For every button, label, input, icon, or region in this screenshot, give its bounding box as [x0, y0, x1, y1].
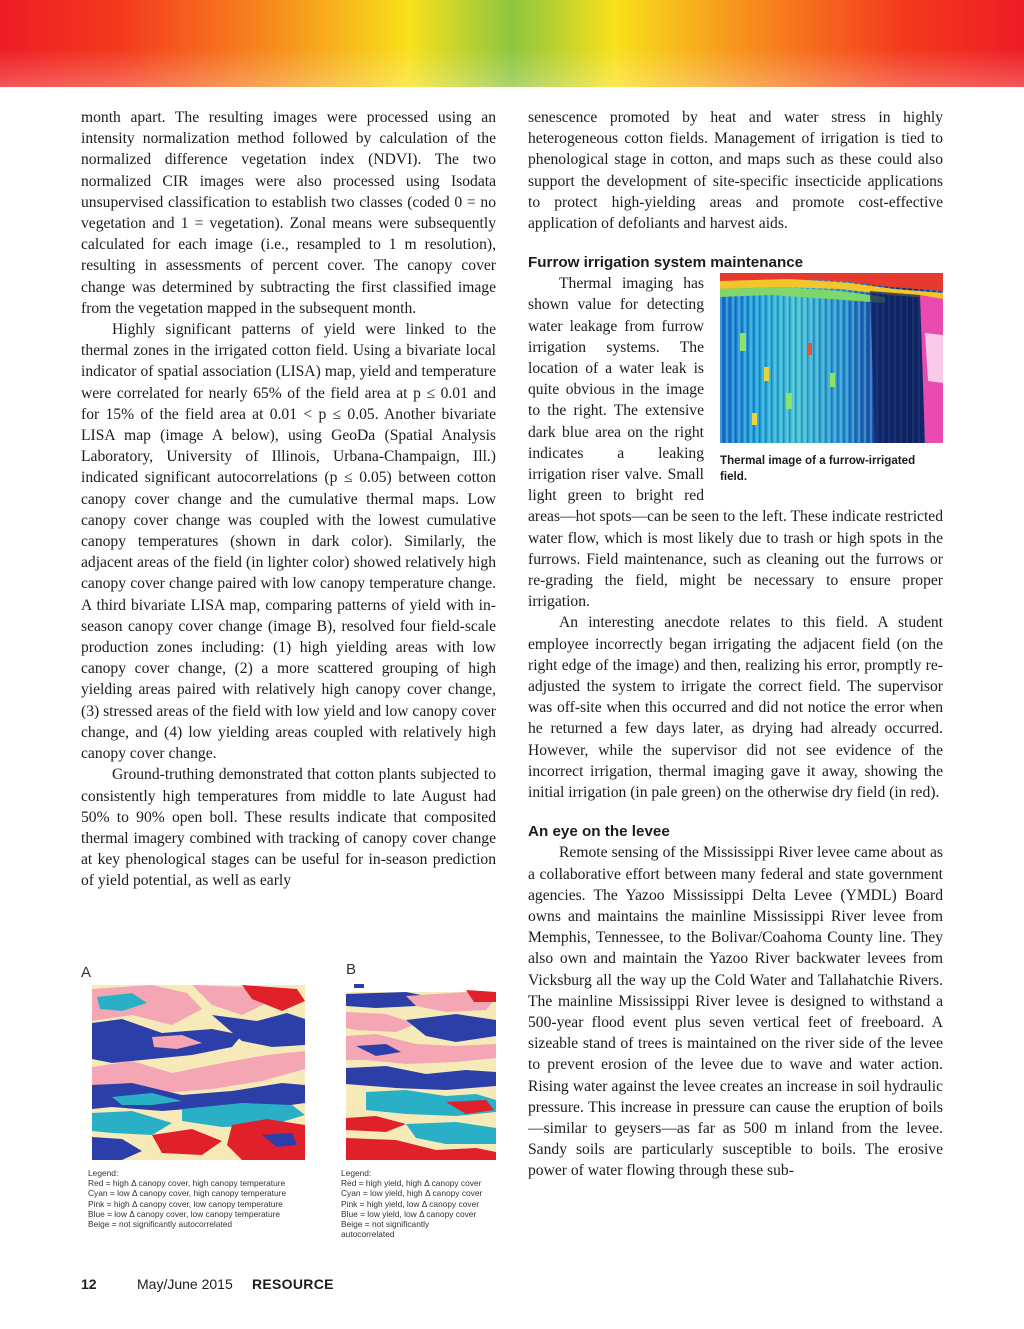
legend-line: Pink = high yield, low Δ canopy cover — [341, 1198, 480, 1209]
legend-line: Cyan = low yield, high Δ canopy cover — [341, 1188, 483, 1199]
thermal-image — [720, 273, 943, 443]
figure-b-label: B — [346, 961, 357, 978]
lisa-map-b — [346, 984, 496, 1160]
header-color-banner — [0, 0, 1024, 87]
body-paragraph: Remote sensing of the Mississippi River levee came about as a collaborative effort between many federal and state government agencies. The Yazoo Mississippi Delta Levee (YMDL) Board owns and maintains the mainline Mississippi River levee from Memphis, Tennessee, to the Bolivar/Coahoma County line. They also own and maintain the Yazoo River backwater levees from Vicksburg all the way up the Cold Water and Tallahatchie Rivers. The mainline Mississippi River levee is designed to withstand a 500-year flood event plus seven vertical feet of freeboard. A sizeable stand of trees is maintained on the river side of the levee to prevent erosion of the levee due to wave and water action. Rising water against the levee creates an increase in soil hydraulic pressure. This increase in pressure can cause the eruption of boils—similar to geysers—as far as 500 m inland from the levee. Sandy soils are particularly susceptible to boils. The erosive power of water flowing through these sub- — [528, 844, 943, 1180]
page-number: 12 — [81, 1276, 97, 1292]
thermal-hot-spot — [808, 343, 812, 355]
magazine-name: RESOURCE — [252, 1276, 334, 1292]
legend-title: Legend: — [341, 1168, 372, 1178]
right-column — [528, 107, 943, 1182]
thermal-hot-spot — [764, 367, 769, 381]
legend-line: Blue = low yield, low Δ canopy cover — [341, 1208, 477, 1219]
thermal-caption: Thermal image of a furrow-irrigated field. — [720, 454, 916, 484]
legend-line: Beige = not significantly autocorrelated — [88, 1219, 233, 1230]
body-paragraph: month apart. The resulting images were processed using an intensity normalization method followed by calculation of the normalized difference vegetation index (NDVI). The two normalized CIR images were also processed using Isodata unsupervised classification to establish two classes (coded 0 = no vegetation and 1 = vegetation). Zonal means were subsequently calculated for each image (i.e., resampled to 1 m resolution), resulting in assessments of percent cover. The canopy cover change was determined by subtracting the first classified image from the vegetation mapped in the subsequent month. — [81, 109, 496, 317]
legend-line: Pink = high Δ canopy cover, low canopy temperature — [88, 1198, 283, 1209]
left-column — [81, 107, 496, 892]
figure-b-legend — [341, 1168, 482, 1239]
legend-line: Red = high yield, high Δ canopy cover — [341, 1178, 482, 1189]
figure-a-legend — [88, 1168, 286, 1229]
legend-line: Beige = not significantly — [341, 1219, 430, 1230]
lisa-map-a — [92, 985, 305, 1160]
thermal-adjacent-field-bright — [925, 333, 943, 383]
thermal-hot-spot — [752, 413, 757, 425]
body-paragraph: An interesting anecdote relates to this field. A student employee incorrectly began irrigating the adjacent field (on the right edge of the image) and then, realizing his error, promptly re-adjusted the system to irrigate the correct field. The supervisor was off-site when this occurred and did not notice the error when he returned a few days later, as drying had already occurred. However, while the supervisor did not see evidence of the incorrect irrigation, thermal imaging gave it away, showing the initial irrigation (in pale green) on the otherwise dry field (in red). — [528, 614, 943, 802]
thermal-hot-spot — [740, 333, 746, 351]
legend-title: Legend: — [88, 1168, 119, 1178]
legend-line: Cyan = low Δ canopy cover, high canopy temperature — [88, 1188, 287, 1199]
thermal-hot-spot — [830, 373, 835, 387]
figure-a-label: A — [81, 964, 92, 981]
legend-line: Red = high Δ canopy cover, high canopy temperature — [88, 1178, 286, 1189]
body-paragraph: senescence promoted by heat and water stress in highly heterogeneous cotton fields. Management of irrigation is tied to phenological stage in cotton, and maps such as these could also support the development of site-specific insecticide applications to protect high-yielding areas and promote cost-effective application of defoliants and harvest aids. — [528, 109, 943, 233]
legend-line: autocorrelated — [341, 1229, 395, 1240]
thermal-figure — [720, 273, 943, 485]
section-heading-furrow: Furrow irrigation system maintenance — [528, 254, 804, 272]
body-paragraph: Thermal imaging has shown value for detecting water leakage from furrow irrigation systems. The location of a water leak is quite obvious in the image to the right. The extensive dark blue area on the right indicates a leaking irrigation riser valve. Small light green to bright red areas—hot spots—can be seen to the left. These indicate restricted water flow, which is most likely due to trash or high spots in the furrows. Field maintenance, such as cleaning out the furrows or re-grading the field, might be necessary to ensure proper irrigation. — [528, 275, 943, 611]
section-heading-levee: An eye on the levee — [528, 823, 670, 841]
map-b-blue-zone — [354, 984, 364, 988]
body-paragraph: Ground-truthing demonstrated that cotton plants subjected to consistently high temperatures from middle to late August had 50% to 90% open boll. These results indicate that composited thermal imagery combined with tracking of canopy cover change at key phenological stages can be useful for in-season prediction of yield potential, as well as early — [81, 766, 496, 890]
legend-line: Blue = low Δ canopy cover, low canopy temperature — [88, 1208, 281, 1219]
issue-date: May/June 2015 — [137, 1276, 233, 1292]
thermal-leak-area — [870, 291, 925, 443]
body-paragraph: Highly significant patterns of yield were linked to the thermal zones in the irrigated cotton field. Using a bivariate local indicator of spatial association (LISA) map, yield and temperature were correlated for nearly 65% of the field area at p ≤ 0.01 and for 15% of the field area at 0.01 < p ≤ 0.05. Another bivariate LISA map (image A below), using GeoDa (Spatial Analysis Laboratory, University of Illinois, Urbana-Champaign, Ill.) indicated significant autocorrelations (p ≤ 0.05) between cotton canopy cover change and the cumulative thermal maps. Low canopy cover change was coupled with the lowest cumulative canopy temperatures (shown in dark color). Similarly, the adjacent areas of the field (in lighter color) showed relatively high canopy cover change paired with low canopy temperature change. A third bivariate LISA map, comparing patterns of yield with in-season canopy cover change (image B), resolved four field-scale production zones including: (1) high yielding areas with low canopy cover change, (2) a more scattered grouping of high yielding areas paired with relatively high canopy cover change, (3) stressed areas of the field with low yield and low canopy cover change, and (4) low yielding areas coupled with relatively high canopy cover change. — [81, 321, 496, 763]
thermal-hot-spot — [786, 393, 792, 409]
